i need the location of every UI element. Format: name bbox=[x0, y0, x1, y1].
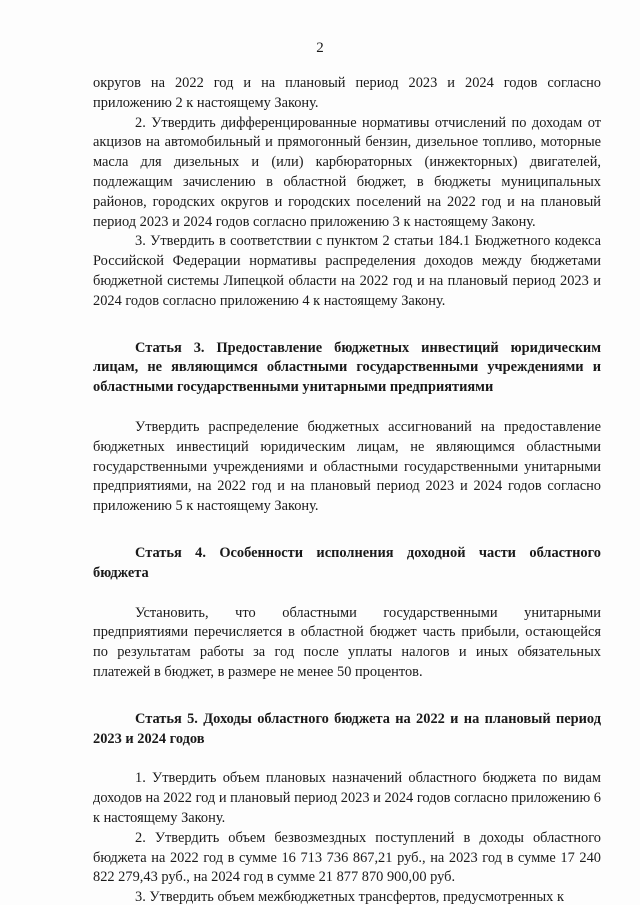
paragraph-art2-item3: 3. Утвердить в соответствии с пунктом 2 статьи 184.1 Бюджетного кодекса Российской Федерации нормативы распределения доходов между бюджетами бюджетной системы Липецкой области на 2022 год и на плановый период 2023 и 2024 годов согласно приложению 4 к настоящему Закону. bbox=[93, 233, 601, 309]
paragraph-art5-item3: 3. Утвердить объем межбюджетных трансфертов, предусмотренных к bbox=[135, 889, 564, 906]
article-5-heading: Статья 5. Доходы областного бюджета на 2022 и на плановый период 2023 и 2024 годов bbox=[93, 710, 601, 747]
document-body bbox=[93, 74, 601, 908]
paragraph-continuation: округов на 2022 год и на плановый период 2023 и 2024 годов согласно приложению 2 к настоящему Закону. bbox=[93, 75, 601, 111]
article-3-heading: Статья 3. Предоставление бюджетных инвестиций юридическим лицам, не являющимся областными государственными учреждениями и областными государственными унитарными предприятиями bbox=[93, 339, 601, 396]
article-4-heading: Статья 4. Особенности исполнения доходной части областного бюджета bbox=[93, 544, 601, 581]
paragraph-art3: Утвердить распределение бюджетных ассигнований на предоставление бюджетных инвестиций юридическим лицам, не являющимся областными государственными учреждениями и областными государственными унитарными предприятиями, на 2022 год и на плановый период 2023 и 2024 годов согласно приложению 5 к настоящему Закону. bbox=[93, 418, 601, 515]
paragraph-art5-item2: 2. Утвердить объем безвозмездных поступлений в доходы областного бюджета на 2022 год в сумме 16 713 736 867,21 руб., на 2023 год в сумме 17 240 822 279,43 руб., на 2024 год в сумме 21 877 870 900,00 руб. bbox=[93, 829, 601, 886]
paragraph-art5-item1: 1. Утвердить объем плановых назначений областного бюджета по видам доходов на 2022 год и плановый период 2023 и 2024 годов согласно приложению 6 к настоящему Закону. bbox=[93, 770, 601, 826]
paragraph-art2-item2: 2. Утвердить дифференцированные нормативы отчислений по доходам от акцизов на автомобильный и прямогонный бензин, дизельное топливо, моторные масла для дизельных и (или) карбюраторных (инжекторных) двигателей, подлежащим зачислению в областной бюджет, в бюджеты муниципальных районов, городских округов и городских поселений на 2022 год и на плановый период 2023 и 2024 годов согласно приложению 3 к настоящему Закону. bbox=[93, 114, 601, 230]
paragraph-art4: Установить, что областными государственными унитарными предприятиями перечисляется в областной бюджет часть прибыли, остающейся по результатам работы за год после уплаты налогов и иных обязательных платежей в бюджет, в размере не менее 50 процентов. bbox=[93, 604, 601, 680]
page-number: 2 bbox=[316, 40, 324, 56]
